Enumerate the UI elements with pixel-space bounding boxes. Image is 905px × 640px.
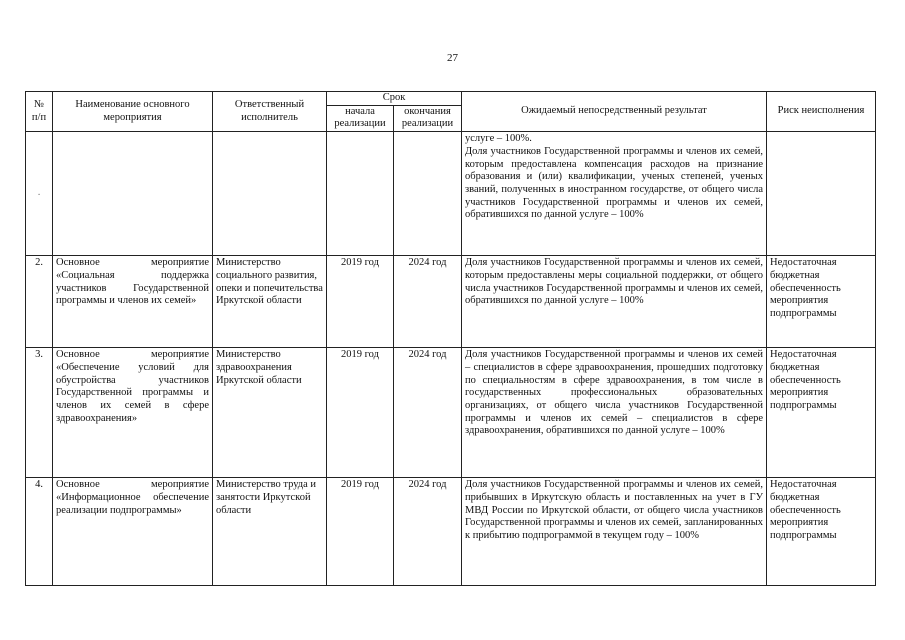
header-end: окончания реализации [394,105,462,131]
table-row [26,478,876,586]
table-row [26,348,876,478]
row-end: 2024 год [394,256,462,348]
row-end: 2024 год [394,348,462,478]
header-num: № п/п [26,92,53,132]
continuation-num-cell [26,132,53,256]
row-responsible: Министерство здравоохранения Иркутской области [213,348,327,478]
continuation-end-cell [394,132,462,256]
row-name: Основное мероприятие «Обеспечение условий для обустройства участников Государственной программы и членов их семей в сфере здравоохранения» [53,348,213,478]
header-result: Ожидаемый непосредственный результат [462,92,767,132]
page-number: 27 [447,52,458,64]
row-risk: Недостаточная бюджетная обеспеченность мероприятия подпрограммы [767,256,876,348]
continuation-start-cell [327,132,394,256]
header-row [26,92,876,106]
continuation-risk-cell [767,132,876,256]
row-result: Доля участников Государственной программы и членов их семей, которым предоставлены меры социальной поддержки, от общего числа участников Государственной программы и членов их семей, обратившихся по данной услуге – 100% [462,256,767,348]
row-responsible: Министерство труда и занятости Иркутской области [213,478,327,586]
continuation-responsible-cell [213,132,327,256]
header-term: Срок [327,92,462,106]
row-start: 2019 год [327,348,394,478]
continuation-name-cell [53,132,213,256]
row-name: Основное мероприятие «Информационное обеспечение реализации подпрограммы» [53,478,213,586]
table-row-continuation [26,132,876,256]
header-responsible: Ответственный исполнитель [213,92,327,132]
row-num: 2. [26,256,53,348]
header-name: Наименование основного мероприятия [53,92,213,132]
row-num: 3. [26,348,53,478]
row-end: 2024 год [394,478,462,586]
row-start: 2019 год [327,256,394,348]
row-start: 2019 год [327,478,394,586]
row-risk: Недостаточная бюджетная обеспеченность мероприятия подпрограммы [767,348,876,478]
row-result: Доля участников Государственной программы и членов их семей, прибывших в Иркутскую область и поставленных на учет в ГУ МВД России по Иркутской области, от общего числа участников Государственной программы и членов их семей, запланированных к прибытию подпрограммой в текущем году – 100% [462,478,767,586]
row-risk: Недостаточная бюджетная обеспеченность мероприятия подпрограммы [767,478,876,586]
row-num: 4. [26,478,53,586]
header-start: начала реализации [327,105,394,131]
continuation-mark: . [37,187,41,199]
table-row [26,256,876,348]
row-responsible: Министерство социального развития, опеки и попечительства Иркутской области [213,256,327,348]
measures-table [25,91,876,586]
header-risk: Риск неисполнения [767,92,876,132]
row-name: Основное мероприятие «Социальная поддержка участников Государственной программы и членов их семей» [53,256,213,348]
continuation-result-cell: услуге – 100%. Доля участников Государственной программы и членов их семей, которым предоставлена компенсация расходов на признание образования и (или) квалификации, ученых степеней, ученых званий, полученных в иностранном государстве, от общего числа участников Государственной программы и членов их семей, обратившихся по данной услуге – 100% [462,132,767,256]
row-result: Доля участников Государственной программы и членов их семей – специалистов в сфере здравоохранения, прошедших подготовку по специальностям в сфере здравоохранения, в том числе в государственных профессиональных образовательных организациях, от общего числа участников Государственной программы и членов их семей – специалистов в сфере здравоохранения, обратившихся по данной услуге – 100% [462,348,767,478]
